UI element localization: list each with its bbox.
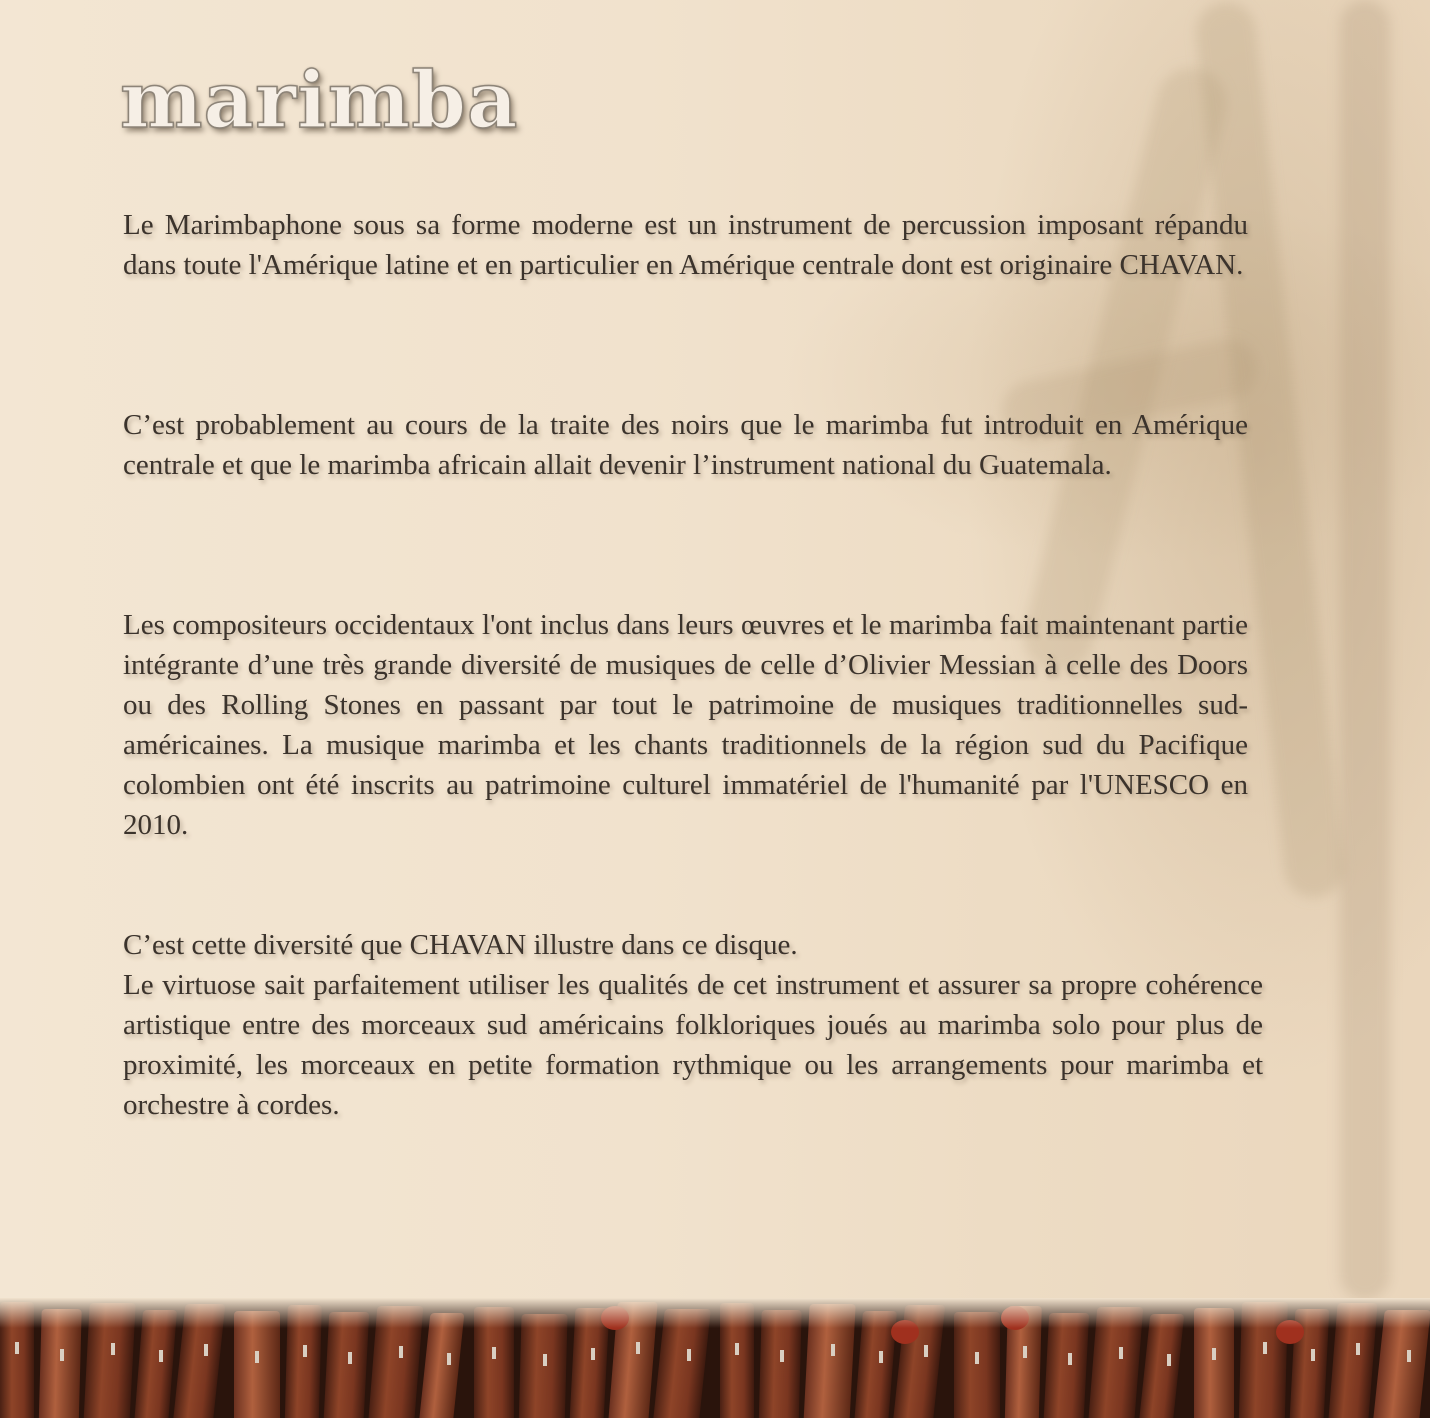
paragraph-composers: Les compositeurs occidentaux l'ont inclus dans leurs œuvres et le marimba fait maintenant partie intégrante d’une très grande diversité de musiques de celle d’Olivier Messian à celle des Doors ou des Rolling Stones en passant par tout le patrimoine de musiques traditionnelles sud-américaines. La musique marimba et les chants traditionnels de la région sud du Pacifique colombien ont été inscrits au patrimoine culturel immatériel de l'humanité par l'UNESCO en 2010. [123, 609, 1248, 841]
paragraph-intro: Le Marimbaphone sous sa forme moderne est un instrument de percussion imposant répandu dans toute l'Amérique latine et en particulier en Amérique centrale dont est originaire CHAVAN. [123, 209, 1248, 281]
closing-line-virtuoso: Le virtuose sait parfaitement utiliser les qualités de cet instrument et assurer sa propre cohérence artistique entre des morceaux sud américains folkloriques joués au marimba solo pour plus de proximité, les morceaux en petite formation rythmique ou les arrangements pour marimba et orchestre à cordes. [123, 969, 1263, 1121]
marimba-fade [0, 1298, 1430, 1418]
paragraph-history: C’est probablement au cours de la traite des noirs que le marimba fut introduit en Amérique centrale et que le marimba africain allait devenir l’instrument national du Guatemala. [123, 409, 1248, 481]
paragraph-closing [123, 925, 1263, 1125]
marimba-keyboard-image [0, 1298, 1430, 1418]
closing-line-diversity: C’est cette diversité que CHAVAN illustre dans ce disque. [123, 929, 798, 961]
page-title: marimba [120, 55, 519, 146]
